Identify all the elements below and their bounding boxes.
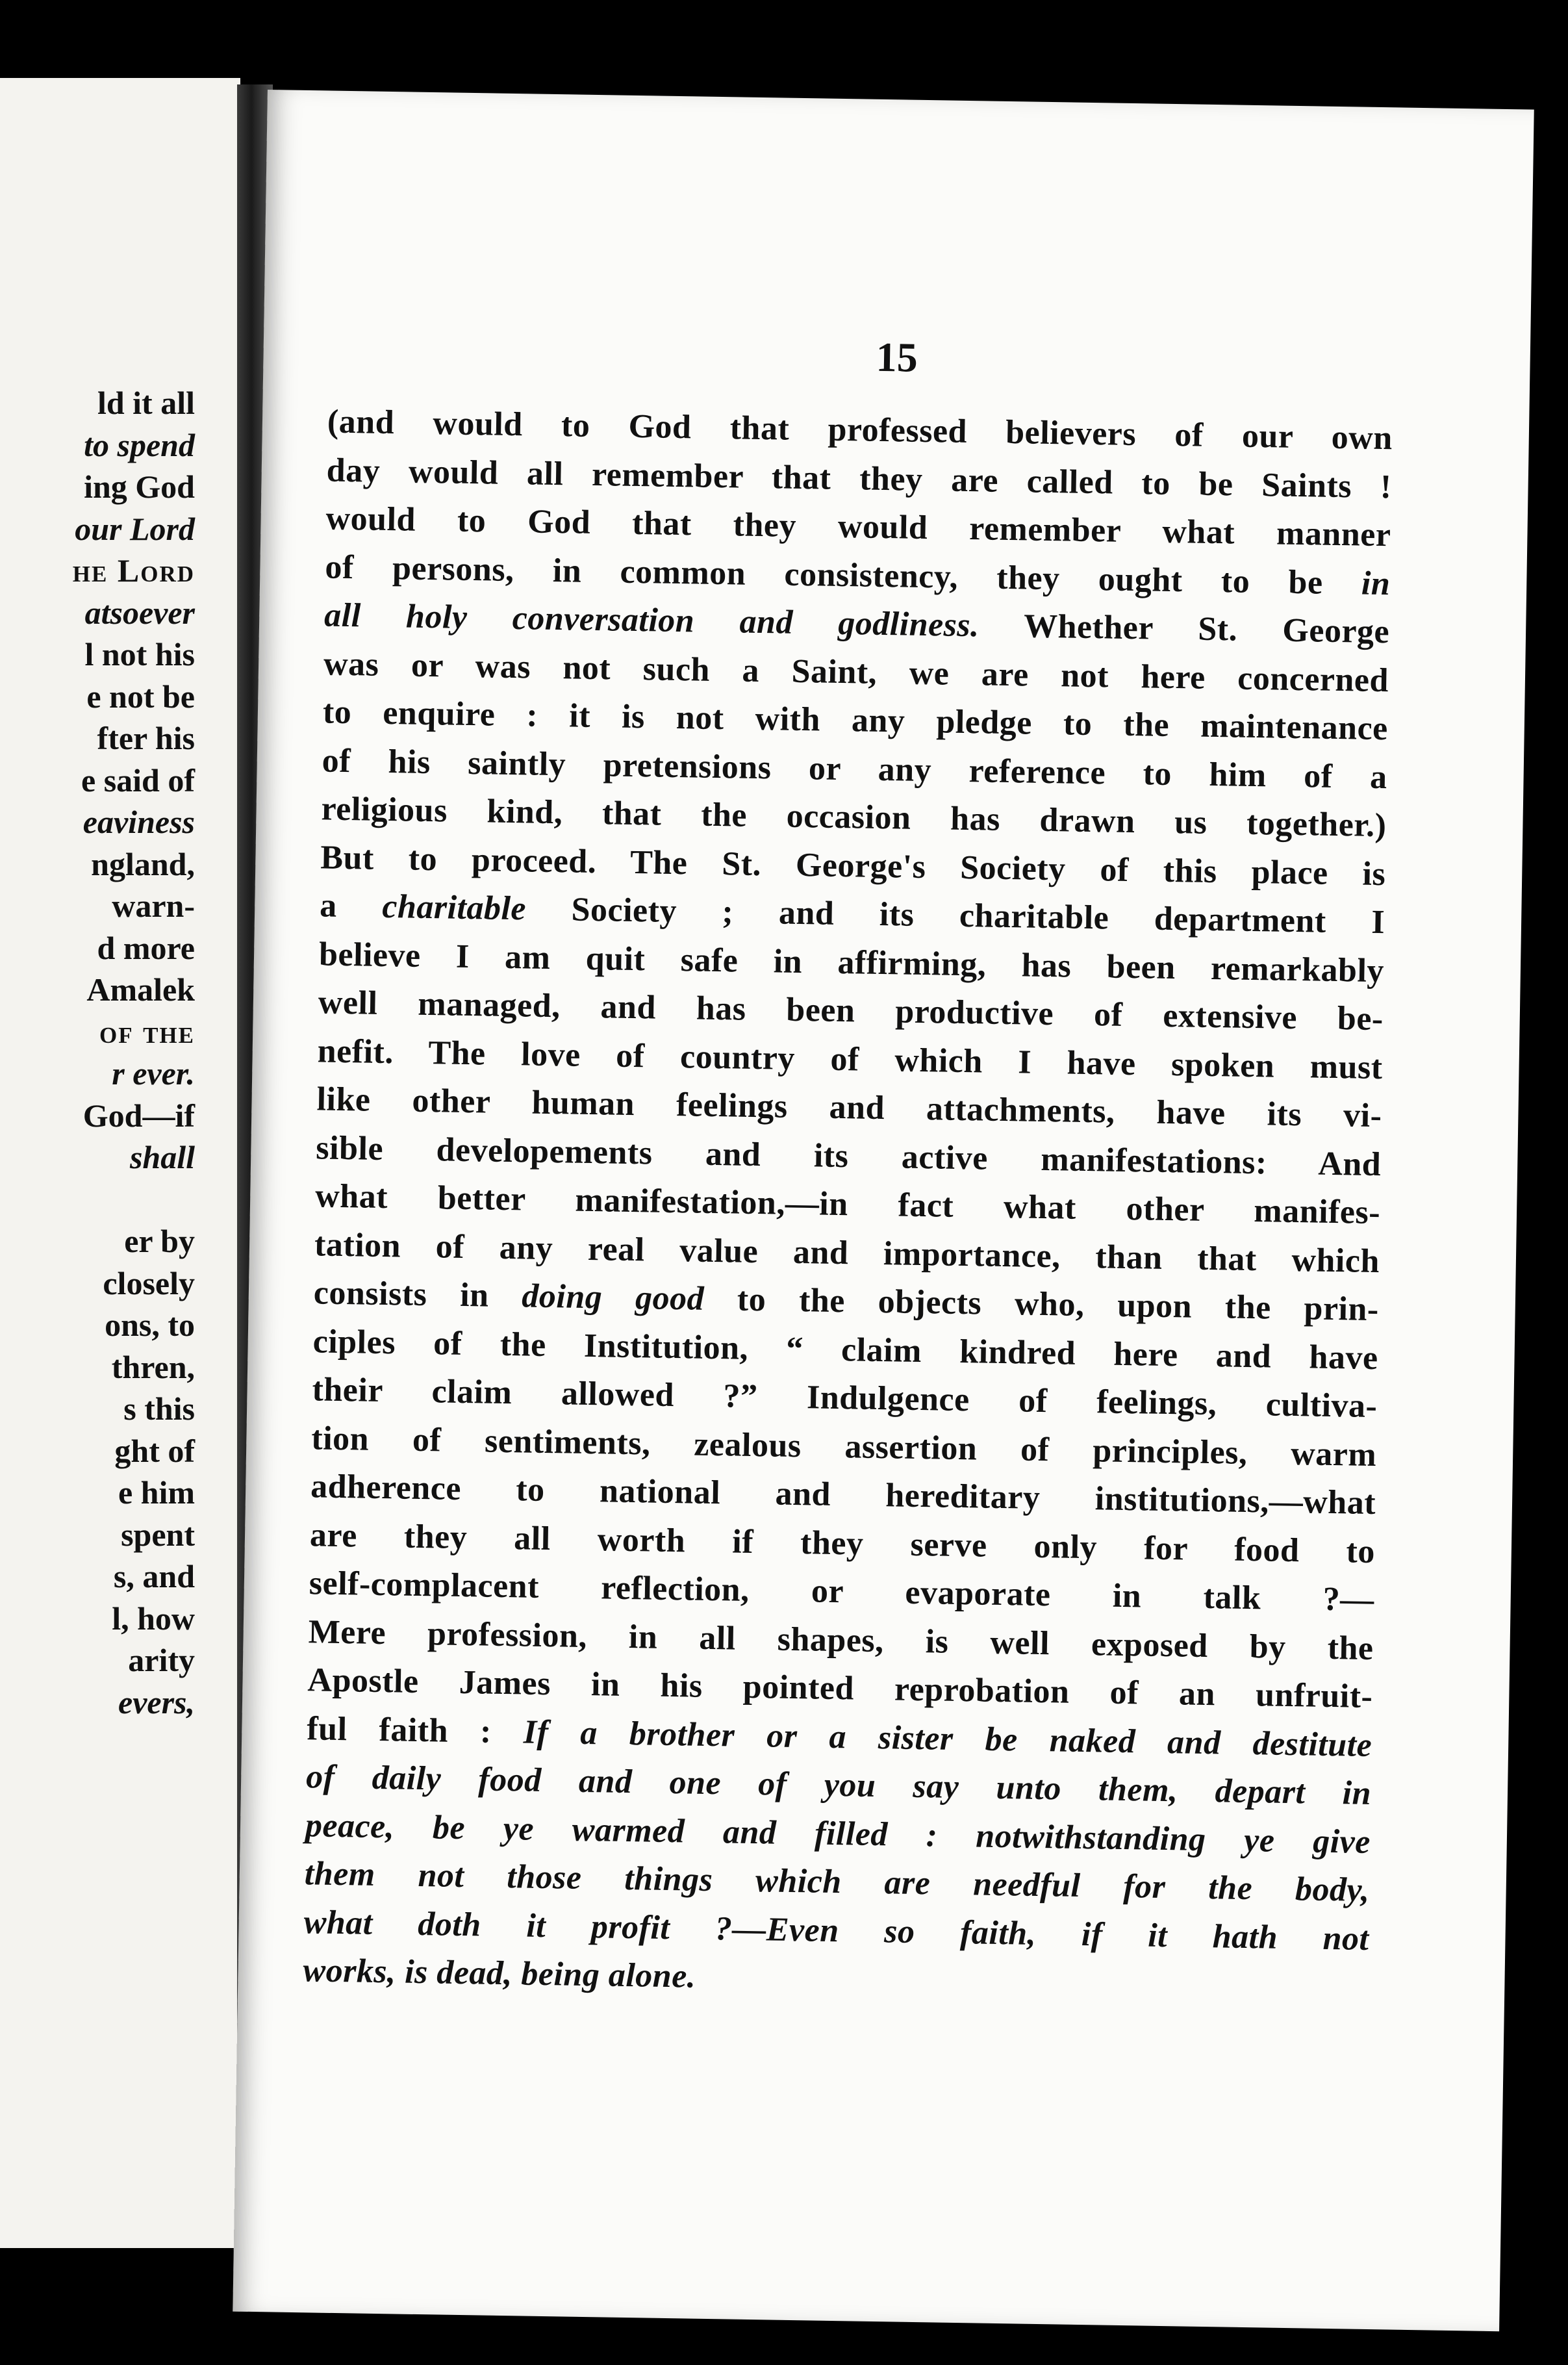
left-page-line: er by	[124, 1223, 195, 1259]
text-segment: ciples of the Institution, “ claim kindred here and have	[312, 1322, 1378, 1377]
text-segment: Whether St. George	[979, 607, 1390, 651]
text-segment: Society ; and its charitable department I	[525, 890, 1385, 941]
left-page-line: atsoever	[84, 594, 195, 631]
left-page-line: s this	[123, 1390, 195, 1427]
text-segment: would to God that they would remember what manner	[325, 500, 1391, 554]
left-page-line: l not his	[84, 636, 195, 672]
text-segment: nefit. The love of country of which I have spoken must	[317, 1032, 1384, 1086]
left-page-line: l, how	[112, 1600, 195, 1637]
text-segment: of persons, in common consistency, they ought to be	[325, 548, 1362, 602]
left-page-line: God—if	[82, 1097, 195, 1134]
italic-text: what doth it profit ?—Even so faith, if it hath not	[303, 1903, 1369, 1958]
text-segment: are they all worth if they serve only for food to	[309, 1516, 1376, 1570]
text-segment: ful faith :	[306, 1709, 524, 1750]
text-segment: But to proceed. The St. George's Society of this place is	[320, 838, 1386, 893]
italic-text: works, is dead, being alone.	[303, 1952, 696, 1995]
text-segment: like other human feelings and attachments, have its vi-	[316, 1080, 1382, 1135]
left-page-line: shall	[129, 1139, 195, 1175]
text-segment: a	[319, 887, 383, 925]
left-page-line: e said of	[81, 761, 195, 799]
text-segment: self-complacent reflection, or evaporate in talk ?—	[309, 1565, 1375, 1619]
text-segment: to enquire : it is not with any pledge to the maintenance	[322, 693, 1389, 748]
text-segment: Apostle James in his pointed reprobation of an unfruit-	[307, 1661, 1373, 1716]
previous-page-fragment	[0, 78, 240, 2248]
italic-text: them not those things which are needful for the body,	[304, 1855, 1371, 1909]
italic-text: doing good	[521, 1277, 705, 1318]
left-page-line: closely	[103, 1264, 195, 1301]
text-segment: to the objects who, upon the prin-	[703, 1280, 1380, 1329]
text-segment: sible developements and its active manifestations: And	[315, 1129, 1382, 1183]
left-page-line: of the	[99, 1013, 195, 1050]
text-segment: well managed, and has been productive of extensive be-	[318, 984, 1384, 1038]
italic-text: of daily food and one of you say unto them, depart in	[305, 1758, 1372, 1813]
left-page-line: ght of	[114, 1432, 195, 1469]
text-segment: Mere profession, in all shapes, is well exposed by the	[308, 1613, 1374, 1667]
left-page-line: d more	[97, 929, 195, 966]
italic-text: in	[1361, 565, 1391, 602]
left-page-line: ing God	[84, 468, 195, 505]
italic-text: peace, be ye warmed and filled : notwithstanding ye give	[305, 1806, 1371, 1861]
text-segment: tation of any real value and importance, than that which	[314, 1225, 1380, 1280]
text-segment: religious kind, that the occasion has drawn us together.)	[321, 790, 1387, 845]
text-segment: of his saintly pretensions or any reference to him of a	[322, 741, 1388, 796]
text-segment: day would all remember that they are called to be Saints !	[326, 452, 1393, 505]
left-page-line: Amalek	[86, 971, 195, 1008]
page	[233, 90, 1534, 2331]
left-page-line: spent	[121, 1516, 195, 1553]
italic-text: charitable	[381, 888, 527, 928]
text-segment: their claim allowed ?” Indulgence of feelings, cultiva-	[312, 1371, 1378, 1425]
left-page-line: eaviness	[82, 804, 195, 840]
page-number: 15	[876, 333, 918, 381]
italic-text: If a brother or a sister be naked and destitute	[523, 1713, 1372, 1764]
text-segment: adherence to national and hereditary institutions,—what	[310, 1468, 1376, 1522]
text-segment: was or was not such a Saint, we are not here concerned	[323, 645, 1389, 699]
left-page-line: evers,	[118, 1683, 195, 1720]
text-segment: what better manifestation,—in fact what other manifes-	[314, 1177, 1381, 1232]
body-text	[303, 403, 1393, 2017]
left-page-line: e not be	[86, 678, 195, 715]
italic-text: all holy conversation and godliness.	[323, 596, 980, 645]
left-page-line: thren,	[111, 1348, 195, 1385]
text-segment: (and would to God that professed believers of our own	[327, 403, 1393, 457]
text-segment: believe I am quit safe in affirming, has been remarkably	[318, 935, 1385, 990]
left-page-line: ld it all	[97, 385, 195, 421]
left-page-line: arity	[128, 1642, 195, 1678]
text-segment: tion of sentiments, zealous assertion of principles, warm	[310, 1419, 1377, 1474]
left-page-line: fter his	[97, 720, 195, 756]
left-page-line: s, and	[113, 1558, 195, 1594]
left-page-line: our Lord	[75, 510, 195, 547]
left-page-line: warn-	[112, 888, 195, 924]
left-page-line: ons, to	[105, 1307, 195, 1343]
left-page-line: e him	[118, 1474, 195, 1511]
left-page-line: ngland,	[91, 845, 195, 882]
left-page-line: r ever.	[112, 1055, 195, 1092]
left-page-line: to spend	[84, 426, 195, 463]
left-page-line: he Lord	[72, 552, 195, 589]
text-segment: consists in	[313, 1274, 522, 1315]
